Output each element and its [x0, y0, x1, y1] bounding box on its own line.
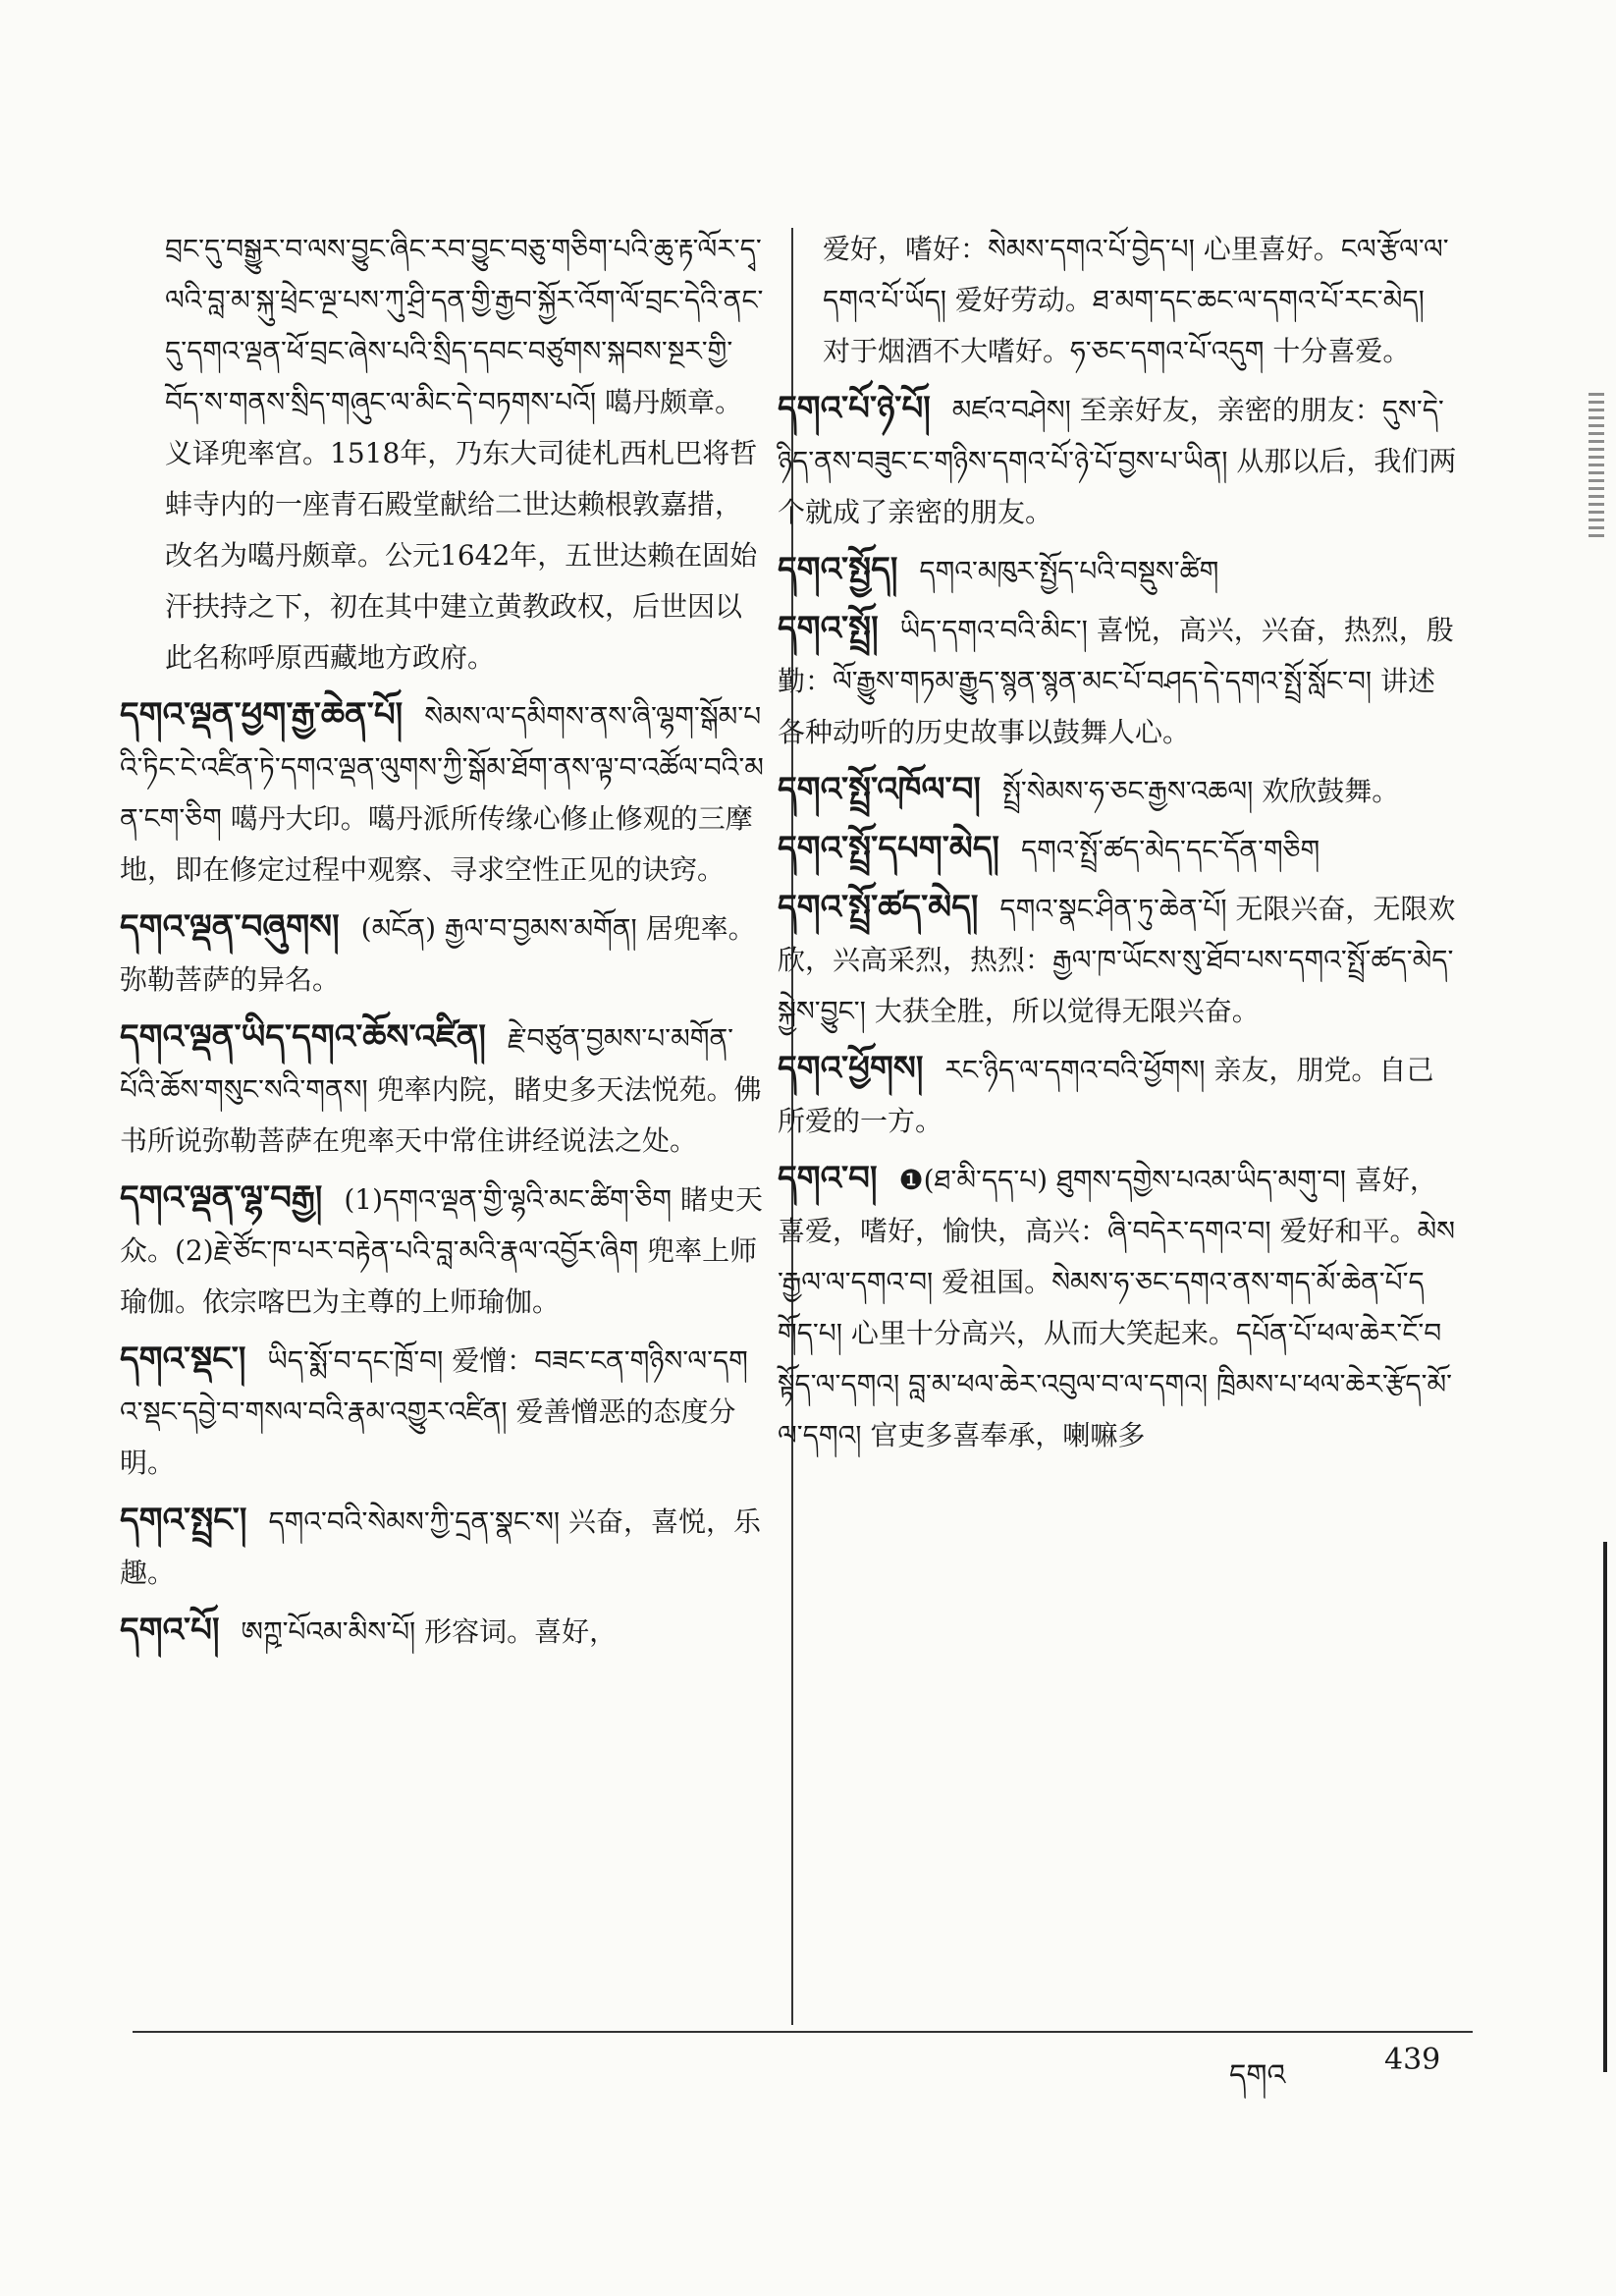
dictionary-entry — [120, 1334, 764, 1489]
definition: ❶(ཐ་མི་དད་པ) ཐུགས་དགྱེས་པའམ་ཡིད་མགུ་བ། 喜好，喜爱，嗜好，愉快，高兴：ཞི་བདེར་དགའ་བ། 爱好和平。མེས་རྒྱལ་ལ་དགའ་བ། 爱祖国。སེམས་ཧ་ཅང་དགའ་ནས་གད་མོ་ཆེན་པོ་དགོད་པ། 心里十分高兴，从而大笑起来。དཔོན་པོ་ཕལ་ཆེར་ངོ་བསྟོད་ལ་དགའ། བླ་མ་ཕལ་ཆེར་འབུལ་བ་ལ་དགའ། ཁྲིམས་པ་ཕལ་ཆེར་རྩོད་མོ་ལ་དགའ། 官吏多喜奉承，喇嘛多 — [778, 1164, 1456, 1451]
dictionary-entry — [778, 1043, 1457, 1147]
definition: དགའ་བའི་སེམས་ཀྱི་དྲན་སྣང་ས། 兴奋，喜悦，乐趣。 — [120, 1505, 762, 1589]
headword: དགའ་ལྡན་བཞུགས། — [120, 907, 340, 947]
dictionary-entry — [778, 383, 1457, 538]
definition: རྗེ་བཙུན་བྱམས་པ་མགོན་པོའི་ཆོས་གསུང་སའི་གནས། 兜率内院，睹史多天法悦苑。佛书所说弥勒菩萨在兜率天中常住讲经说法之处。 — [120, 1022, 762, 1157]
headword: དགའ་བ། — [778, 1159, 878, 1198]
scan-edge-mark — [1589, 393, 1604, 540]
dictionary-entry — [120, 902, 764, 1006]
running-head: དགའ — [1229, 2058, 1286, 2093]
right-column — [778, 224, 1457, 1467]
dictionary-entry — [120, 1495, 764, 1599]
definition: ཡིད་དགའ་བའི་མིང་། 喜悦，高兴，兴奋，热烈，殷勤：ལོ་རྒྱུས་གཏམ་རྒྱུད་སྙན་སྙན་མང་པོ་བཤད་དེ་དགའ་སྤྲོ་སློང་བ། 讲述各种动听的历史故事以鼓舞人心。 — [778, 614, 1454, 748]
scan-edge-bar — [1603, 1542, 1607, 2072]
headword: དགའ་སྤྲོ་འཁོལ་བ། — [778, 770, 981, 809]
dictionary-entry — [120, 1173, 764, 1328]
dictionary-entry — [778, 1153, 1457, 1461]
dictionary-entry — [778, 764, 1457, 817]
headword: དགའ་པོ། — [120, 1611, 220, 1650]
dictionary-entry — [120, 689, 764, 896]
dictionary-entry — [120, 1605, 764, 1658]
headword: དགའ་སྡང་། — [120, 1339, 246, 1379]
headword: དགའ་ཕྱོགས། — [778, 1049, 924, 1088]
definition: དགའ་སྣང་ཤིན་ཏུ་ཆེན་པོ། 无限兴奋，无限欢欣，兴高采烈，热烈：རྒྱལ་ཁ་ཡོངས་སུ་ཐོབ་པས་དགའ་སྤྲོ་ཚད་མེད་སྐྱེས་བྱུང་། 大获全胜，所以觉得无限兴奋。 — [778, 893, 1456, 1027]
headword: དགའ་སྤྲོ་ཚད་མེད། — [778, 888, 979, 927]
headword: དགའ་ལྡན་ཕྱག་རྒྱ་ཆེན་པོ། — [120, 695, 404, 735]
headword: དགའ་ལྡན་ཡིད་དགའ་ཆོས་འཛིན། — [120, 1017, 486, 1057]
definition: སེམས་ལ་དམིགས་ནས་ཞི་ལྷག་སྒོམ་པའི་ཏིང་ངེ་འཛིན་ཏེ་དགའ་ལྡན་ལུགས་ཀྱི་སྒོམ་ཐོག་ནས་ལྟ་བ་འཚོལ་བའི་མན་ངག་ཅིག 噶丹大印。噶丹派所传缘心修止修观的三摩地，即在修定过程中观察、寻求空性正见的诀窍。 — [120, 700, 764, 886]
headword: དགའ་སྤྱོད། — [778, 550, 898, 589]
definition: སྤྲོ་སེམས་ཧ་ཅང་རྒྱས་འཆལ། 欢欣鼓舞。 — [1001, 775, 1400, 807]
headword: དགའ་སྤྲོ་དཔག་མེད། — [778, 829, 999, 868]
dictionary-entry — [120, 1011, 764, 1167]
footer-rule — [133, 2031, 1473, 2033]
dictionary-entry — [778, 882, 1457, 1037]
definition: ཡིད་སྨོ་བ་དང་ཁྲོ་བ། 爱憎：བཟང་ངན་གཉིས་ལ་དགའ་སྡང་དབྱེ་བ་གསལ་བའི་རྣམ་འགྱུར་འཛིན། 爱善憎恶的态度分明。 — [120, 1344, 748, 1479]
left-column — [120, 224, 764, 1664]
definition: དགའ་མཁུར་སྤྱོད་པའི་བསྡུས་ཚིག — [919, 555, 1219, 587]
definition: མཛའ་བཤེས། 至亲好友，亲密的朋友：དུས་དེ་ཉིད་ནས་བཟུང་ང་གཉིས་དགའ་པོ་ཉེ་པོ་བྱས་པ་ཡིན། 从那以后，我们两个就成了亲密的朋友。 — [778, 394, 1457, 528]
definition: (མངོན) རྒྱལ་བ་བྱམས་མགོན། 居兜率。弥勒菩萨的异名。 — [120, 912, 756, 996]
headword: དགའ་པོ་ཉེ་པོ། — [778, 389, 931, 428]
entry-continuation: 爱好，嗜好：སེམས་དགའ་པོ་བྱེད་པ། 心里喜好。ངལ་རྩོལ་ལ་དགའ་པོ་ཡོད། 爱好劳动。ཐ་མག་དང་ཆང་ལ་དགའ་པོ་རང་མེད། 对于烟酒不大嗜好。ཧ་ཅང་དགའ་པོ་འདུག 十分喜爱。 — [823, 233, 1449, 367]
definition: ཨཀྵ་པོའམ་མིས་པོ། 形容词。喜好， — [241, 1615, 618, 1648]
headword: དགའ་སྤྲོ། — [778, 609, 879, 648]
dictionary-entry — [778, 603, 1457, 758]
dictionary-entry — [778, 823, 1457, 876]
headword: དགའ་སྤྲང་། — [120, 1501, 247, 1540]
dictionary-entry — [778, 544, 1457, 597]
entry-continuation: བྲང་དུ་བསྒྱུར་བ་ལས་བྱུང་ཞིང་རབ་བྱུང་བཅུ་གཅིག་པའི་ཆུ་རྟ་ལོར་དྭ་ལའི་བླ་མ་སྐུ་ཕྲེང་ལྔ་པས་ཀུ་ཤྲི་དན་གྱི་རྒྱབ་སྐྱོར་འོག་ལོ་བྲང་དེའི་ནང་དུ་དགའ་ལྡན་ཕོ་བྲང་ཞེས་པའི་སྲིད་དབང་བཙུགས་སྐབས་སྔར་གྱི་བོད་ས་གནས་སྲིད་གཞུང་ལ་མིང་དེ་བཏགས་པའོ། 噶丹颇章。义译兜率宫。1518年，乃东大司徒札西札巴将哲蚌寺内的一座青石殿堂献给二世达赖根敦嘉措，改名为噶丹颇章。公元1642年，五世达赖在固始汗扶持之下，初在其中建立黄教政权，后世因以此名称呼原西藏地方政府。 — [165, 233, 764, 674]
definition: (1)དགའ་ལྡན་གྱི་ལྷའི་མང་ཚིག་ཅིག 睹史天众。(2)རྗེ་ཙོང་ཁ་པར་བརྟེན་པའི་བླ་མའི་རྣལ་འབྱོར་ཞིག 兜率上师瑜伽。依宗喀巴为主尊的上师瑜伽。 — [120, 1183, 763, 1318]
page-number: 439 — [1384, 2043, 1441, 2077]
definition: དགའ་སྤྲོ་ཚད་མེད་དང་དོན་གཅིག — [1020, 834, 1320, 866]
headword: དགའ་ལྡན་ལྷ་བརྒྱ། — [120, 1178, 323, 1218]
definition: རང་ཉིད་ལ་དགའ་བའི་ཕྱོགས། 亲友，朋党。自己所爱的一方。 — [778, 1054, 1434, 1137]
